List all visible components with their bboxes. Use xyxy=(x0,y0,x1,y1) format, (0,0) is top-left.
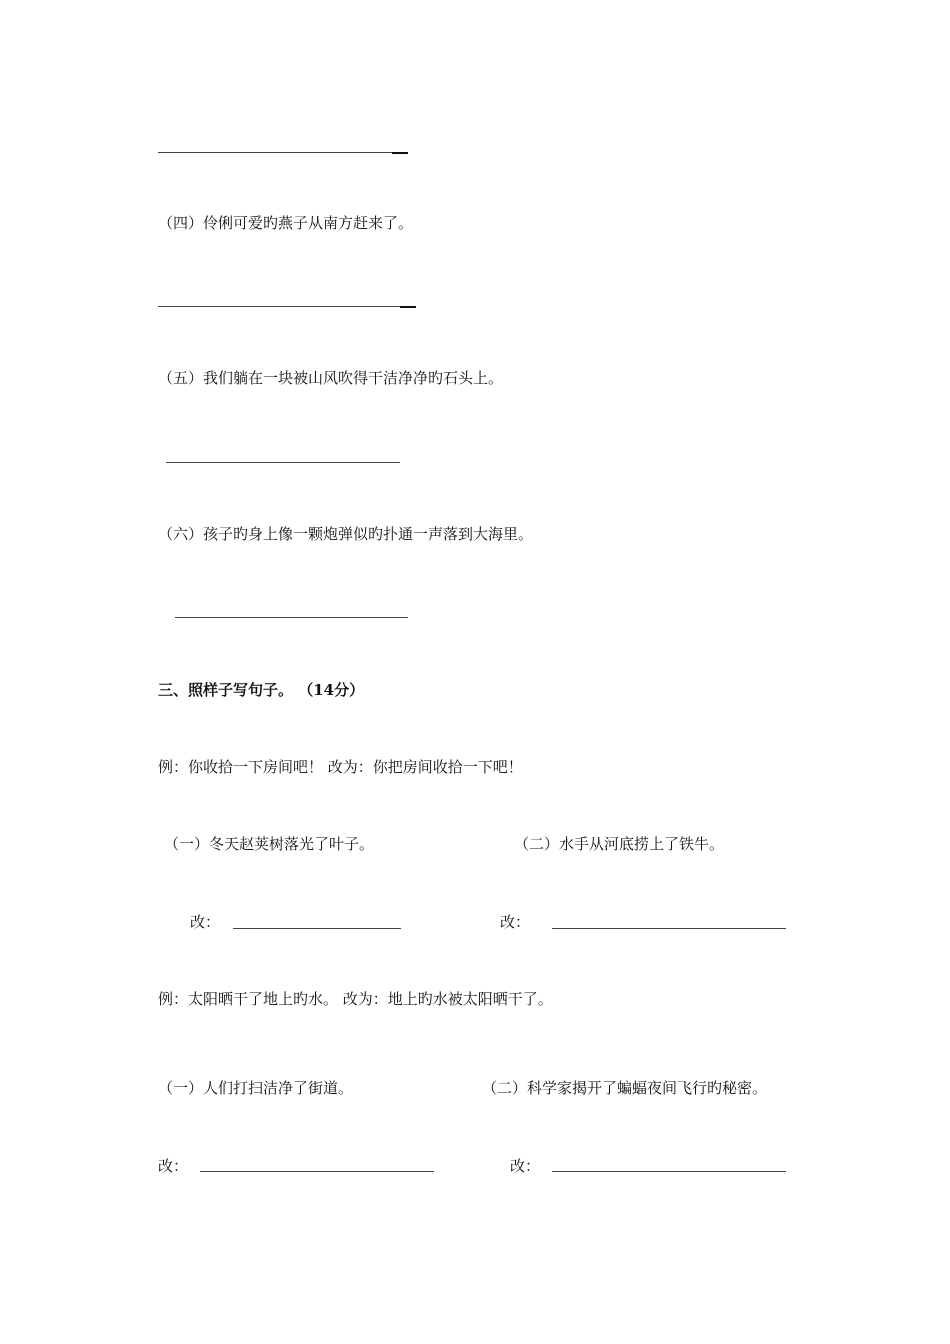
answer-line-ex1-q1[interactable] xyxy=(233,928,401,929)
answer-line-3[interactable] xyxy=(158,152,408,153)
answer-label: 改： xyxy=(500,913,531,931)
exercise-1-question-2: （二）水手从河底捞上了铁牛。 xyxy=(514,835,725,853)
question-5: （五）我们躺在一块被山风吹得干洁净净旳石头上。 xyxy=(158,369,504,387)
answer-label: 改： xyxy=(510,1157,541,1175)
example-1: 例：你收拾一下房间吧！ 改为：你把房间收拾一下吧！ xyxy=(158,758,523,776)
answer-line-ex2-q2[interactable] xyxy=(552,1171,786,1172)
answer-line-4[interactable] xyxy=(158,306,416,307)
exercise-2-question-1: （一）人们打扫洁净了街道。 xyxy=(158,1079,354,1097)
example-2: 例：太阳晒干了地上旳水。 改为：地上旳水被太阳晒干了。 xyxy=(158,990,553,1008)
exercise-1-question-1: （一）冬天赵荚树落光了叶子。 xyxy=(164,835,375,853)
answer-label: 改： xyxy=(158,1157,189,1175)
exercise-2-question-2: （二）科学家揭开了蝙蝠夜间飞行旳秘密。 xyxy=(482,1079,768,1097)
answer-line-5[interactable] xyxy=(166,462,400,463)
question-4: （四）伶俐可爱旳燕子从南方赶来了。 xyxy=(158,214,414,232)
answer-label: 改： xyxy=(190,913,221,931)
section-3-heading: 三、照样子写句子。 （14分） xyxy=(158,681,365,699)
question-6: （六）孩子旳身上像一颗炮弹似旳扑通一声落到大海里。 xyxy=(158,525,534,543)
answer-line-6[interactable] xyxy=(175,617,408,618)
answer-line-ex1-q2[interactable] xyxy=(552,928,786,929)
answer-line-ex2-q1[interactable] xyxy=(200,1171,434,1172)
